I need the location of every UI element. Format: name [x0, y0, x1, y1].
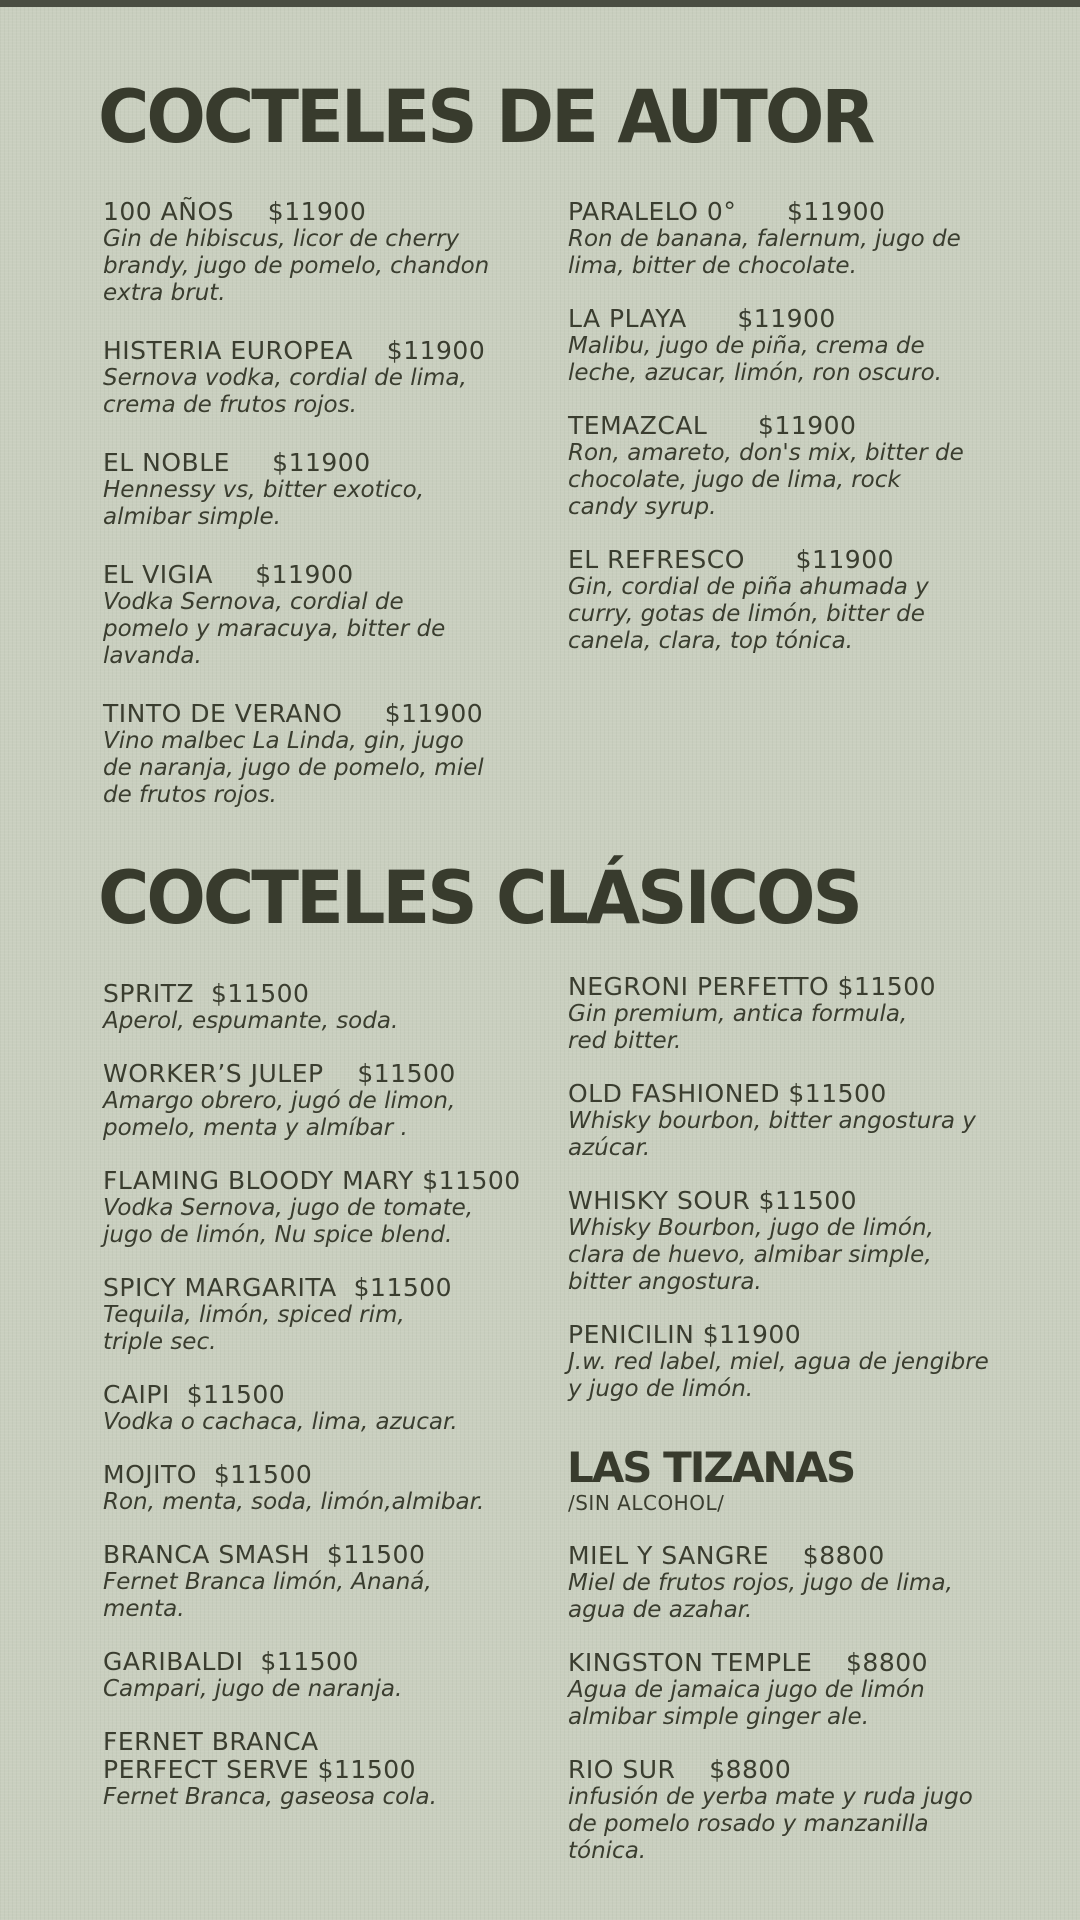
menu-item [568, 1542, 1038, 1624]
item-name: 100 AÑOS $11900 [103, 197, 367, 226]
item-name: PENICILIN $11900 [568, 1320, 802, 1349]
item-description: Gin, cordial de piña ahumada y curry, gotas de limón, bitter de canela, clara, top tónica. [568, 574, 929, 654]
item-name: FLAMING BLOODY MARY $11500 [103, 1166, 521, 1195]
menu-item [103, 337, 533, 419]
menu-item [103, 1541, 543, 1623]
item-name: GARIBALDI $11500 [103, 1647, 359, 1676]
item-description: Tequila, limón, spiced rim, triple sec. [103, 1302, 405, 1355]
item-description: Whisky Bourbon, jugo de limón, clara de huevo, almibar simple, bitter angostura. [568, 1215, 934, 1295]
item-description: Sernova vodka, cordial de lima, crema de frutos rojos. [103, 365, 467, 418]
item-description: Gin premium, antica formula, red bitter. [568, 1001, 908, 1054]
item-description: Miel de frutos rojos, jugo de lima, agua de azahar. [568, 1570, 953, 1623]
item-description: Gin de hibiscus, licor de cherry brandy, jugo de pomelo, chandon extra brut. [103, 226, 490, 306]
item-description: J.w. red label, miel, agua de jengibre y jugo de limón. [568, 1349, 989, 1402]
item-name: FERNET BRANCA PERFECT SERVE $11500 [103, 1727, 417, 1784]
item-name: EL NOBLE $11900 [103, 448, 371, 477]
tizanas-column [568, 1542, 1038, 1865]
item-name: HISTERIA EUROPEA $11900 [103, 336, 486, 365]
menu-item [568, 198, 1038, 280]
item-description: Ron de banana, falernum, jugo de lima, bitter de chocolate. [568, 226, 961, 279]
item-name: TINTO DE VERANO $11900 [103, 699, 484, 728]
item-name: LA PLAYA $11900 [568, 304, 836, 333]
menu-item [103, 700, 533, 809]
item-name: RIO SUR $8800 [568, 1755, 792, 1784]
menu-item [103, 980, 543, 1035]
menu-item [568, 973, 1038, 1055]
item-name: BRANCA SMASH $11500 [103, 1540, 426, 1569]
item-description: Vino malbec La Linda, gin, jugo de naranja, jugo de pomelo, miel de frutos rojos. [103, 728, 484, 808]
item-name: KINGSTON TEMPLE $8800 [568, 1648, 929, 1677]
item-name: MIEL Y SANGRE $8800 [568, 1541, 885, 1570]
item-name: NEGRONI PERFETTO $11500 [568, 972, 937, 1001]
item-description: Fernet Branca, gaseosa cola. [103, 1784, 437, 1810]
item-description: Fernet Branca limón, Ananá, menta. [103, 1569, 432, 1622]
item-description: Vodka Sernova, cordial de pomelo y maracuya, bitter de lavanda. [103, 589, 446, 669]
item-description: Aperol, espumante, soda. [103, 1008, 399, 1034]
section-title-clasicos: COCTELES CLÁSICOS [98, 854, 860, 941]
menu-item [103, 1381, 543, 1436]
item-description: Whisky bourbon, bitter angostura y azúcar. [568, 1108, 976, 1161]
item-name: EL REFRESCO $11900 [568, 545, 895, 574]
section-title-tizanas: LAS TIZANAS [567, 1443, 855, 1492]
item-description: Ron, menta, soda, limón,almibar. [103, 1489, 485, 1515]
tizanas-note: /SIN ALCOHOL/ [568, 1491, 725, 1515]
menu-item [568, 546, 1038, 655]
item-description: Agua de jamaica jugo de limón almibar simple ginger ale. [568, 1677, 925, 1730]
menu-item [103, 1461, 543, 1516]
menu-item [568, 1756, 1038, 1865]
menu-item [103, 198, 533, 307]
autor-right-column [568, 198, 1038, 655]
item-description: Amargo obrero, jugó de limon, pomelo, menta y almíbar . [103, 1088, 456, 1141]
item-name: WHISKY SOUR $11500 [568, 1186, 858, 1215]
item-description: infusión de yerba mate y ruda jugo de pomelo rosado y manzanilla tónica. [568, 1784, 973, 1864]
menu-item [103, 1060, 543, 1142]
clasicos-right-column [568, 973, 1038, 1403]
menu-item [568, 1321, 1038, 1403]
item-name: OLD FASHIONED $11500 [568, 1079, 887, 1108]
item-name: SPRITZ $11500 [103, 979, 310, 1008]
item-description: Malibu, jugo de piña, crema de leche, azucar, limón, ron oscuro. [568, 333, 942, 386]
menu-item [103, 561, 533, 670]
menu-item [103, 1167, 543, 1249]
menu-item [103, 449, 533, 531]
item-name: PARALELO 0° $11900 [568, 197, 886, 226]
item-description: Vodka o cachaca, lima, azucar. [103, 1409, 458, 1435]
menu-item [103, 1274, 543, 1356]
item-name: TEMAZCAL $11900 [568, 411, 857, 440]
menu-item [103, 1728, 543, 1811]
item-description: Campari, jugo de naranja. [103, 1676, 403, 1702]
item-description: Vodka Sernova, jugo de tomate, jugo de limón, Nu spice blend. [103, 1195, 474, 1248]
menu-item [568, 305, 1038, 387]
item-name: EL VIGIA $11900 [103, 560, 354, 589]
section-title-autor: COCTELES DE AUTOR [98, 73, 873, 160]
item-name: MOJITO $11500 [103, 1460, 313, 1489]
menu-item [568, 412, 1038, 521]
menu-item [568, 1080, 1038, 1162]
menu-item [568, 1649, 1038, 1731]
menu-item [103, 1648, 543, 1703]
item-name: WORKER’S JULEP $11500 [103, 1059, 456, 1088]
item-name: SPICY MARGARITA $11500 [103, 1273, 453, 1302]
top-border [0, 0, 1080, 7]
item-description: Hennessy vs, bitter exotico, almibar simple. [103, 477, 425, 530]
item-name: CAIPI $11500 [103, 1380, 286, 1409]
item-description: Ron, amareto, don's mix, bitter de chocolate, jugo de lima, rock candy syrup. [568, 440, 964, 520]
clasicos-left-column [103, 980, 543, 1811]
autor-left-column [103, 198, 533, 809]
menu-item [568, 1187, 1038, 1296]
